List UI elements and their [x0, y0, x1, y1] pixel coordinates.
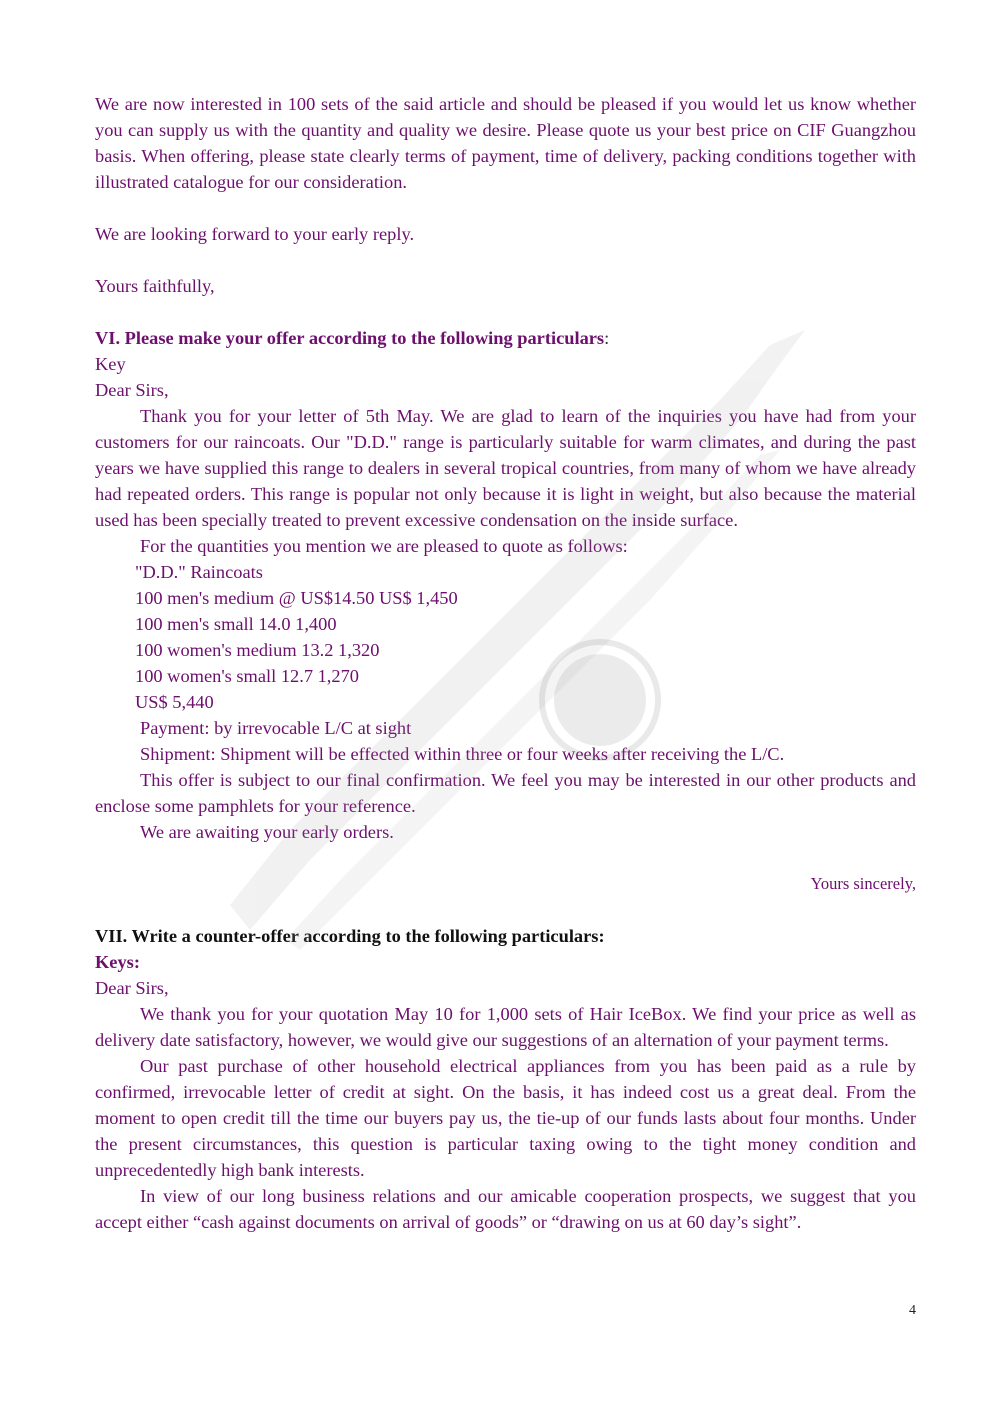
- section-6-heading-colon: :: [604, 328, 610, 348]
- intro-paragraph: We are now interested in 100 sets of the said article and should be pleased if you would let us know whether you can supply us with the quantity and quality we desire. Please quote us your best price on CIF Guangzhou basis. When offering, please state clearly terms of payment, time of delivery, packing conditions together with illustrated catalogue for our consideration.: [95, 94, 916, 192]
- quote-line-2: 100 men's medium @ US$14.50 US$ 1,450: [135, 588, 458, 608]
- section-7-paragraph-2: Our past purchase of other household electrical appliances from you has been paid as a rule by confirmed, irrevocable letter of credit at sight. On the basis, it has indeed cost us a great deal. From the moment to open credit till the time our buyers pay us, the tie-up of our funds lasts about four months. Under the present circumstances, this question is particular taxing owing to the tight money condition and unprecedentedly high bank interests.: [95, 1056, 916, 1180]
- section-7-paragraph-1: We thank you for your quotation May 10 for 1,000 sets of Hair IceBox. We find your price as well as delivery date satisfactory, however, we would give our suggestions of an alternation of your payment terms.: [95, 1004, 916, 1050]
- section-7-salutation: Dear Sirs,: [95, 978, 169, 998]
- section-6-paragraph-1: Thank you for your letter of 5th May. We are glad to learn of the inquiries you have had from your customers for our raincoats. Our "D.D." range is particularly suitable for warm climates, and during the past years we have supplied this range to dealers in several tropical countries, from many of whom we have already had repeated orders. This range is popular not only because it is light in weight, but also because the material used has been specially treated to prevent excessive condensation on the inside surface.: [95, 406, 916, 530]
- page-content: [95, 91, 916, 1235]
- quote-line-total: US$ 5,440: [135, 692, 214, 712]
- section-6-heading-text: VI. Please make your offer according to the following particulars: [95, 328, 605, 348]
- quote-line-3: 100 men's small 14.0 1,400: [135, 614, 337, 634]
- awaiting-line: We are awaiting your early orders.: [140, 822, 394, 842]
- quote-line-1: "D.D." Raincoats: [135, 562, 263, 582]
- section-6-offer-paragraph: This offer is subject to our final confirmation. We feel you may be interested in our other products and enclose some pamphlets for your reference.: [95, 770, 916, 816]
- quote-line-4: 100 women's medium 13.2 1,320: [135, 640, 380, 660]
- section-7-keys-label: Keys:: [95, 952, 140, 972]
- quote-line-5: 100 women's small 12.7 1,270: [135, 666, 359, 686]
- shipment-line: Shipment: Shipment will be effected within three or four weeks after receiving the L/C.: [140, 744, 785, 764]
- looking-forward-line: We are looking forward to your early reply.: [95, 224, 415, 244]
- payment-line: Payment: by irrevocable L/C at sight: [140, 718, 412, 738]
- section-7-heading: VII. Write a counter-offer according to the following particulars:: [95, 926, 605, 946]
- section-6-salutation: Dear Sirs,: [95, 380, 169, 400]
- page-number: 4: [909, 1303, 916, 1318]
- section-7-paragraph-3: In view of our long business relations and our amicable cooperation prospects, we suggest that you accept either “cash against documents on arrival of goods” or “drawing on us at 60 day’s sight”.: [95, 1186, 916, 1232]
- section-6-heading: [95, 325, 916, 351]
- closing-sincerely: Yours sincerely,: [810, 874, 916, 893]
- section-6-key-label: Key: [95, 354, 126, 374]
- closing-faithfully: Yours faithfully,: [95, 276, 215, 296]
- section-6-quote-intro: For the quantities you mention we are pleased to quote as follows:: [140, 536, 628, 556]
